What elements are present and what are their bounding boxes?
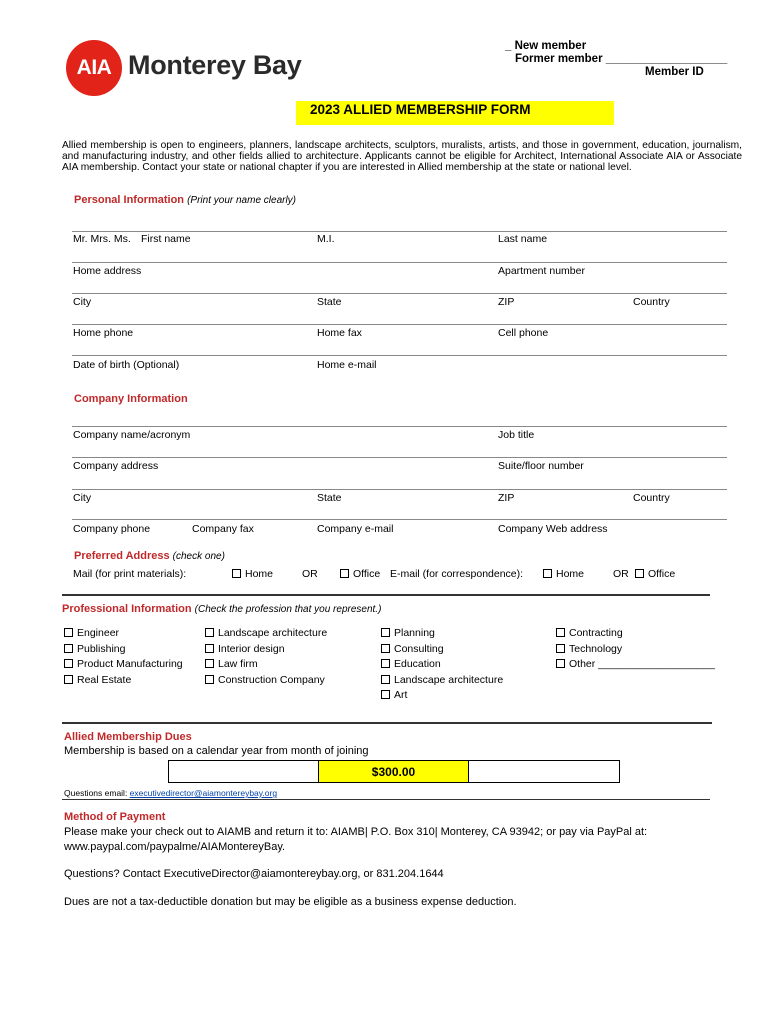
mi-field[interactable]: M.I.	[317, 233, 335, 245]
checkbox[interactable]	[635, 569, 644, 578]
suite-field[interactable]: Suite/floor number	[498, 460, 584, 472]
option-label: Technology	[569, 642, 623, 655]
tax-deduction-note: Dues are not a tax-deductible donation but may be eligible as a business expense deduction.	[64, 896, 517, 908]
dob-field[interactable]: Date of birth (Optional)	[73, 359, 180, 371]
member-id-label: Member ID	[645, 66, 704, 78]
company-city-field[interactable]: City	[73, 492, 92, 504]
option-label: Home	[245, 568, 274, 580]
option-label: Other ____________________	[569, 658, 715, 670]
checkbox[interactable]	[340, 569, 349, 578]
personal-heading-text: Personal Information	[74, 194, 185, 206]
divider	[72, 426, 727, 427]
option-label: Publishing	[77, 642, 126, 655]
preferred-note: (check one)	[172, 551, 225, 562]
checkbox[interactable]	[556, 659, 565, 668]
mail-label: Mail (for print materials):	[73, 568, 187, 580]
last-name-field[interactable]: Last name	[498, 233, 548, 245]
profession-option[interactable]	[381, 642, 503, 658]
divider	[72, 489, 727, 490]
state-field[interactable]: State	[317, 296, 342, 308]
profession-option[interactable]	[205, 673, 327, 689]
mail-office-option[interactable]	[340, 568, 380, 580]
checkbox[interactable]	[381, 659, 390, 668]
option-label: Office	[648, 568, 676, 580]
option-label: Product Manufacturing	[77, 658, 183, 670]
preferred-heading-text: Preferred Address	[74, 550, 170, 562]
option-label: Education	[394, 658, 441, 670]
option-label: Real Estate	[77, 673, 132, 686]
dues-subtitle: Membership is based on a calendar year from month of joining	[64, 745, 369, 757]
profession-option[interactable]	[556, 642, 715, 658]
personal-info-heading	[74, 194, 296, 206]
profession-option[interactable]	[205, 626, 327, 642]
questions-email-line	[64, 788, 277, 798]
profession-option[interactable]	[381, 626, 503, 642]
profession-col-3	[381, 626, 503, 704]
checkbox[interactable]	[205, 675, 214, 684]
payment-line-1: Please make your check out to AIAMB and return it to: AIAMB| P.O. Box 310| Monterey, CA 93942; or pay via PayPal at:	[64, 826, 648, 838]
personal-note: (Print your name clearly)	[187, 195, 297, 206]
company-web-field[interactable]: Company Web address	[498, 523, 608, 535]
dues-table	[168, 760, 620, 783]
or-label: OR	[302, 568, 318, 580]
payment-instructions	[64, 825, 744, 855]
company-phone-field[interactable]: Company phone	[73, 523, 151, 535]
divider	[72, 519, 727, 520]
profession-option[interactable]	[64, 626, 183, 642]
divider	[72, 293, 727, 294]
zip-field[interactable]: ZIP	[498, 296, 515, 308]
checkbox[interactable]	[64, 628, 73, 637]
dues-amount: $300.00	[319, 761, 469, 782]
section-divider	[62, 594, 710, 596]
intro-paragraph: Allied membership is open to engineers, planners, landscape architects, sculptors, muralists, artists, and those in government, education, journalism, and manufacturing industry, and other fields allied to architecture. Applicants cannot be eligible for Architect, International Associate AIA or Associate AIA membership. Contact your state or national chapter if you are interested in Allied membership at the state or national level.	[62, 140, 742, 173]
payment-questions: Questions? Contact ExecutiveDirector@aiamontereybay.org, or 831.204.1644	[64, 868, 444, 880]
profession-option[interactable]	[381, 657, 503, 673]
option-label: Home	[556, 568, 585, 580]
profession-option[interactable]	[205, 657, 327, 673]
aia-logo-mark: AIA	[66, 40, 122, 96]
option-label: Interior design	[218, 642, 285, 655]
profession-option[interactable]	[381, 688, 503, 704]
option-label: Engineer	[77, 627, 120, 639]
job-title-field[interactable]: Job title	[498, 429, 535, 441]
checkbox[interactable]	[556, 644, 565, 653]
checkbox[interactable]	[381, 628, 390, 637]
former-member-field[interactable]: Former member ___________________	[515, 53, 728, 65]
preferred-address-heading	[74, 550, 225, 562]
option-label: Planning	[394, 627, 435, 639]
professional-note: (Check the profession that you represent.)	[194, 604, 382, 615]
home-phone-field[interactable]: Home phone	[73, 327, 134, 339]
company-email-field[interactable]: Company e-mail	[317, 523, 394, 535]
home-address-field[interactable]: Home address	[73, 265, 142, 277]
member-status-box	[505, 40, 727, 79]
option-label: Office	[353, 568, 381, 580]
profession-col-2	[205, 626, 327, 688]
profession-option[interactable]	[556, 626, 715, 642]
divider	[72, 324, 727, 325]
section-divider	[62, 722, 712, 724]
apartment-field[interactable]: Apartment number	[498, 265, 585, 277]
checkbox[interactable]	[232, 569, 241, 578]
company-state-field[interactable]: State	[317, 492, 342, 504]
dues-heading: Allied Membership Dues	[64, 731, 192, 743]
email-label: E-mail (for correspondence):	[390, 568, 524, 580]
professional-info-heading	[62, 603, 381, 615]
divider	[72, 355, 727, 356]
profession-option[interactable]	[64, 642, 183, 658]
divider	[72, 457, 727, 458]
option-label: Landscape architecture	[218, 627, 328, 639]
or-label: OR	[613, 568, 629, 580]
email-home-option[interactable]	[543, 568, 584, 580]
profession-option[interactable]	[556, 657, 715, 673]
professional-heading-text: Professional Information	[62, 603, 192, 615]
payment-heading: Method of Payment	[64, 811, 166, 823]
option-label: Art	[394, 689, 408, 701]
checkbox[interactable]	[381, 644, 390, 653]
profession-option[interactable]	[64, 657, 183, 673]
cell-phone-field[interactable]: Cell phone	[498, 327, 549, 339]
checkbox[interactable]	[64, 659, 73, 668]
profession-option[interactable]	[205, 642, 327, 658]
city-field[interactable]: City	[73, 296, 92, 308]
company-fax-field[interactable]: Company fax	[192, 523, 254, 535]
option-label: Landscape architecture	[394, 673, 504, 686]
profession-col-1	[64, 626, 183, 688]
logo-name: Monterey Bay	[128, 50, 302, 80]
checkbox[interactable]	[205, 644, 214, 653]
form-title: 2023 ALLIED MEMBERSHIP FORM	[296, 101, 614, 125]
section-divider	[62, 799, 710, 800]
company-info-heading: Company Information	[74, 393, 188, 405]
company-name-field[interactable]: Company name/acronym	[73, 429, 191, 441]
country-field[interactable]: Country	[633, 296, 670, 308]
first-name-field[interactable]: First name	[141, 233, 191, 245]
company-zip-field[interactable]: ZIP	[498, 492, 515, 504]
new-member-option[interactable]: _ New member	[505, 40, 587, 52]
profession-option[interactable]	[64, 673, 183, 689]
option-label: Consulting	[394, 642, 444, 655]
payment-line-2[interactable]: www.paypal.com/paypalme/AIAMontereyBay.	[64, 841, 286, 853]
mail-home-option[interactable]	[232, 568, 273, 580]
home-email-field[interactable]: Home e-mail	[317, 359, 377, 371]
checkbox[interactable]	[205, 628, 214, 637]
option-label: Contracting	[569, 627, 623, 639]
checkbox[interactable]	[543, 569, 552, 578]
home-fax-field[interactable]: Home fax	[317, 327, 362, 339]
checkbox[interactable]	[64, 675, 73, 684]
company-address-field[interactable]: Company address	[73, 460, 159, 472]
profession-col-4	[556, 626, 715, 673]
checkbox[interactable]	[381, 675, 390, 684]
checkbox[interactable]	[556, 628, 565, 637]
dues-cell-empty	[169, 761, 319, 782]
divider	[72, 231, 727, 232]
option-label: Law firm	[218, 658, 258, 670]
company-country-field[interactable]: Country	[633, 492, 670, 504]
questions-email-link[interactable]: executivedirector@aiamontereybay.org	[129, 788, 278, 798]
profession-option[interactable]	[381, 673, 503, 689]
checkbox[interactable]	[64, 644, 73, 653]
salutation-label: Mr. Mrs. Ms.	[73, 233, 131, 245]
checkbox[interactable]	[205, 659, 214, 668]
option-label: Construction Company	[218, 673, 325, 686]
dues-cell-empty	[469, 761, 619, 782]
email-office-option[interactable]	[635, 568, 675, 580]
divider	[72, 262, 727, 263]
checkbox[interactable]	[381, 690, 390, 699]
questions-label: Questions email:	[64, 788, 130, 798]
